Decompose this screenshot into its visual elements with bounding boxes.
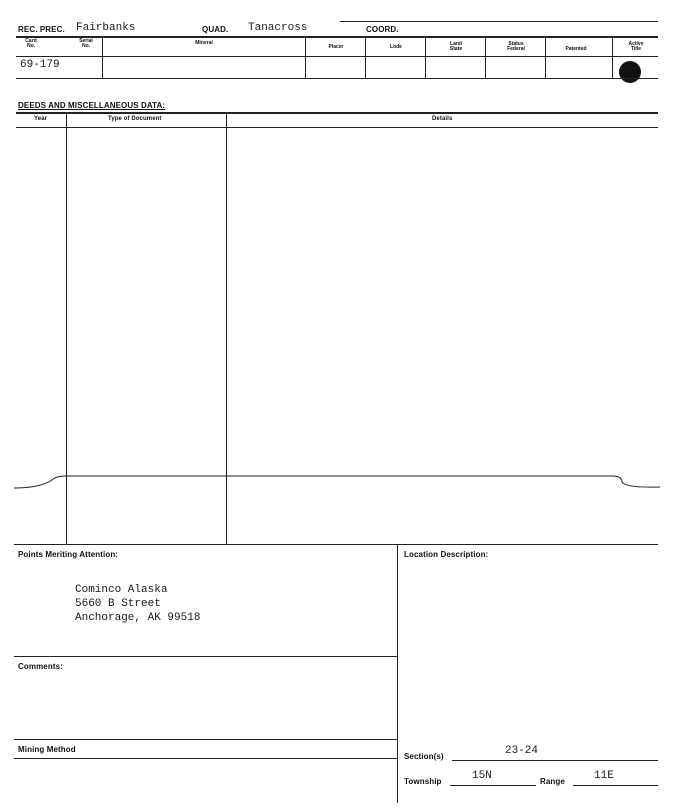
patented-header: Patented (565, 46, 587, 52)
active-title-header: Active Title (628, 41, 644, 52)
comments-top-rule (14, 656, 397, 657)
year-header: Year (34, 116, 48, 122)
location-description-label: Location Description: (404, 550, 489, 559)
mining-method-rule (14, 758, 397, 759)
coord-top-rule (340, 21, 658, 22)
section-value: 23-24 (505, 745, 539, 757)
township-line (450, 785, 536, 786)
address-block (75, 583, 200, 625)
deeds-top-rule (16, 112, 658, 114)
mining-method-top-rule (14, 739, 397, 740)
comments-label: Comments: (18, 662, 63, 671)
placer-header: Placer (328, 44, 344, 50)
torn-edge-line (0, 466, 678, 496)
rec-prec-value: Fairbanks (76, 22, 136, 34)
quad-label: QUAD. (202, 25, 229, 34)
rec-prec-label: REC. PREC. (18, 25, 65, 34)
range-label: Range (540, 777, 565, 786)
mineral-header: Mineral (195, 40, 213, 46)
points-meriting-attention-label: Points Meriting Attention: (18, 550, 119, 559)
range-value: 11E (594, 770, 614, 782)
deeds-header-rule (16, 127, 658, 128)
township-label: Township (404, 777, 442, 786)
header-rule (16, 36, 658, 38)
deeds-bottom-rule (14, 544, 658, 545)
township-value: 15N (472, 770, 492, 782)
land-state-header: Land State (449, 41, 463, 52)
coord-label: COORD. (366, 25, 399, 34)
record-row-rule (16, 78, 658, 79)
status-federal-header: Status Federal (507, 41, 525, 52)
card-no-value: 69-179 (20, 59, 60, 71)
serial-no-header: Serial No. (79, 38, 93, 49)
lode-header: Lode (390, 44, 402, 50)
deeds-heading: DEEDS AND MISCELLANEOUS DATA: (18, 101, 166, 110)
quad-value: Tanacross (248, 22, 308, 34)
active-title-dot (619, 61, 641, 83)
section-line (452, 760, 658, 761)
address-line-3: Anchorage, AK 99518 (75, 612, 201, 624)
address-line-2: 5660 B Street (75, 598, 161, 610)
address-line-1: Cominco Alaska (75, 584, 168, 596)
mining-method-label: Mining Method (18, 745, 76, 754)
section-label: Section(s) (404, 752, 444, 761)
details-header: Details (432, 116, 453, 122)
range-line (573, 785, 658, 786)
type-of-document-header: Type of Document (108, 116, 162, 122)
card-no-header: Card No. (25, 38, 37, 49)
column-header-rule (16, 56, 658, 57)
bottom-divider (397, 545, 398, 803)
